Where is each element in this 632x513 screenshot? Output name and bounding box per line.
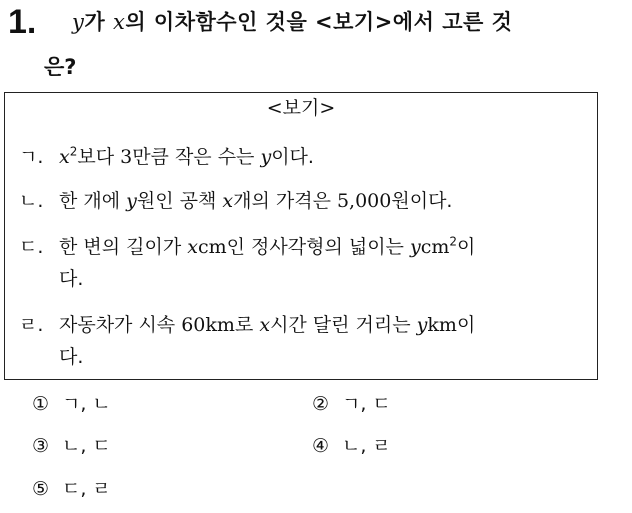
item-marker: ㄴ.	[19, 190, 44, 212]
variable-y: y	[409, 236, 421, 258]
item-marker: ㄷ.	[19, 236, 44, 258]
choice-label: ㄴ, ㄷ	[62, 435, 111, 457]
item-text: 원이다.	[391, 190, 453, 212]
choice-number: ⑤	[32, 478, 50, 500]
item-text: 원인 공책	[136, 190, 223, 212]
question-text-a: 가	[84, 10, 113, 34]
exponent: 2	[449, 234, 457, 249]
choice-label: ㄷ, ㄹ	[62, 478, 111, 500]
item-text: 이다.	[271, 146, 314, 168]
example-box	[4, 92, 598, 380]
choice-label: ㄱ, ㄴ	[62, 393, 111, 415]
example-item-rieul	[19, 309, 587, 373]
item-text: 개의 가격은	[233, 190, 337, 212]
choice-number: ③	[32, 435, 50, 457]
variable-x: x	[222, 190, 234, 212]
item-text: 인 정사각형의 넓이는	[226, 236, 410, 258]
item-text: 이	[457, 236, 476, 258]
question-text-b: 의 이차함수인 것을 <보기>에서 고른 것	[125, 10, 513, 34]
variable-y: y	[72, 10, 85, 34]
choice-3[interactable]	[32, 433, 111, 459]
variable-x: x	[187, 236, 198, 258]
unit: km	[427, 314, 457, 336]
variable-x: x	[112, 10, 126, 34]
variable-y: y	[416, 314, 428, 336]
item-text: 시간 달린 거리는	[270, 314, 417, 336]
example-item-nieun	[19, 185, 587, 217]
choice-5[interactable]	[32, 476, 111, 502]
exponent: 2	[69, 144, 78, 159]
item-continuation: 다.	[59, 268, 84, 290]
item-marker: ㄱ.	[19, 146, 44, 168]
item-text: 이	[456, 314, 476, 336]
number: 60	[181, 314, 206, 336]
example-item-digeut	[19, 231, 587, 295]
unit: km	[205, 314, 235, 336]
choice-label: ㄱ, ㄷ	[342, 393, 391, 415]
choice-4[interactable]	[312, 433, 391, 459]
question-text-line2: 은?	[44, 55, 77, 79]
item-text: 한 변의 길이가	[59, 236, 188, 258]
unit: cm	[197, 236, 227, 258]
item-text: 자동차가 시속	[59, 314, 182, 336]
choice-number: ①	[32, 393, 50, 415]
item-text: 로	[234, 314, 260, 336]
item-text: 한 개에	[59, 190, 127, 212]
question-stem	[72, 10, 612, 34]
number: 3	[120, 146, 133, 168]
unit: cm	[420, 236, 450, 258]
choice-label: ㄴ, ㄹ	[342, 435, 391, 457]
choice-1[interactable]	[32, 391, 111, 417]
question-number: 1.	[8, 3, 37, 41]
variable-x: x	[259, 314, 271, 336]
variable-x: x	[59, 146, 70, 168]
number: 5,000	[336, 190, 392, 212]
item-continuation: 다.	[59, 346, 84, 368]
choice-number: ④	[312, 435, 330, 457]
item-marker: ㄹ.	[19, 314, 44, 336]
variable-y: y	[126, 190, 137, 212]
example-box-title: <보기>	[266, 97, 336, 119]
choice-number: ②	[312, 393, 330, 415]
item-text: 보다	[77, 146, 121, 168]
variable-y: y	[260, 146, 272, 168]
item-text: 만큼 작은 수는	[132, 146, 261, 168]
example-item-giyeok	[19, 141, 587, 173]
choice-2[interactable]	[312, 391, 391, 417]
